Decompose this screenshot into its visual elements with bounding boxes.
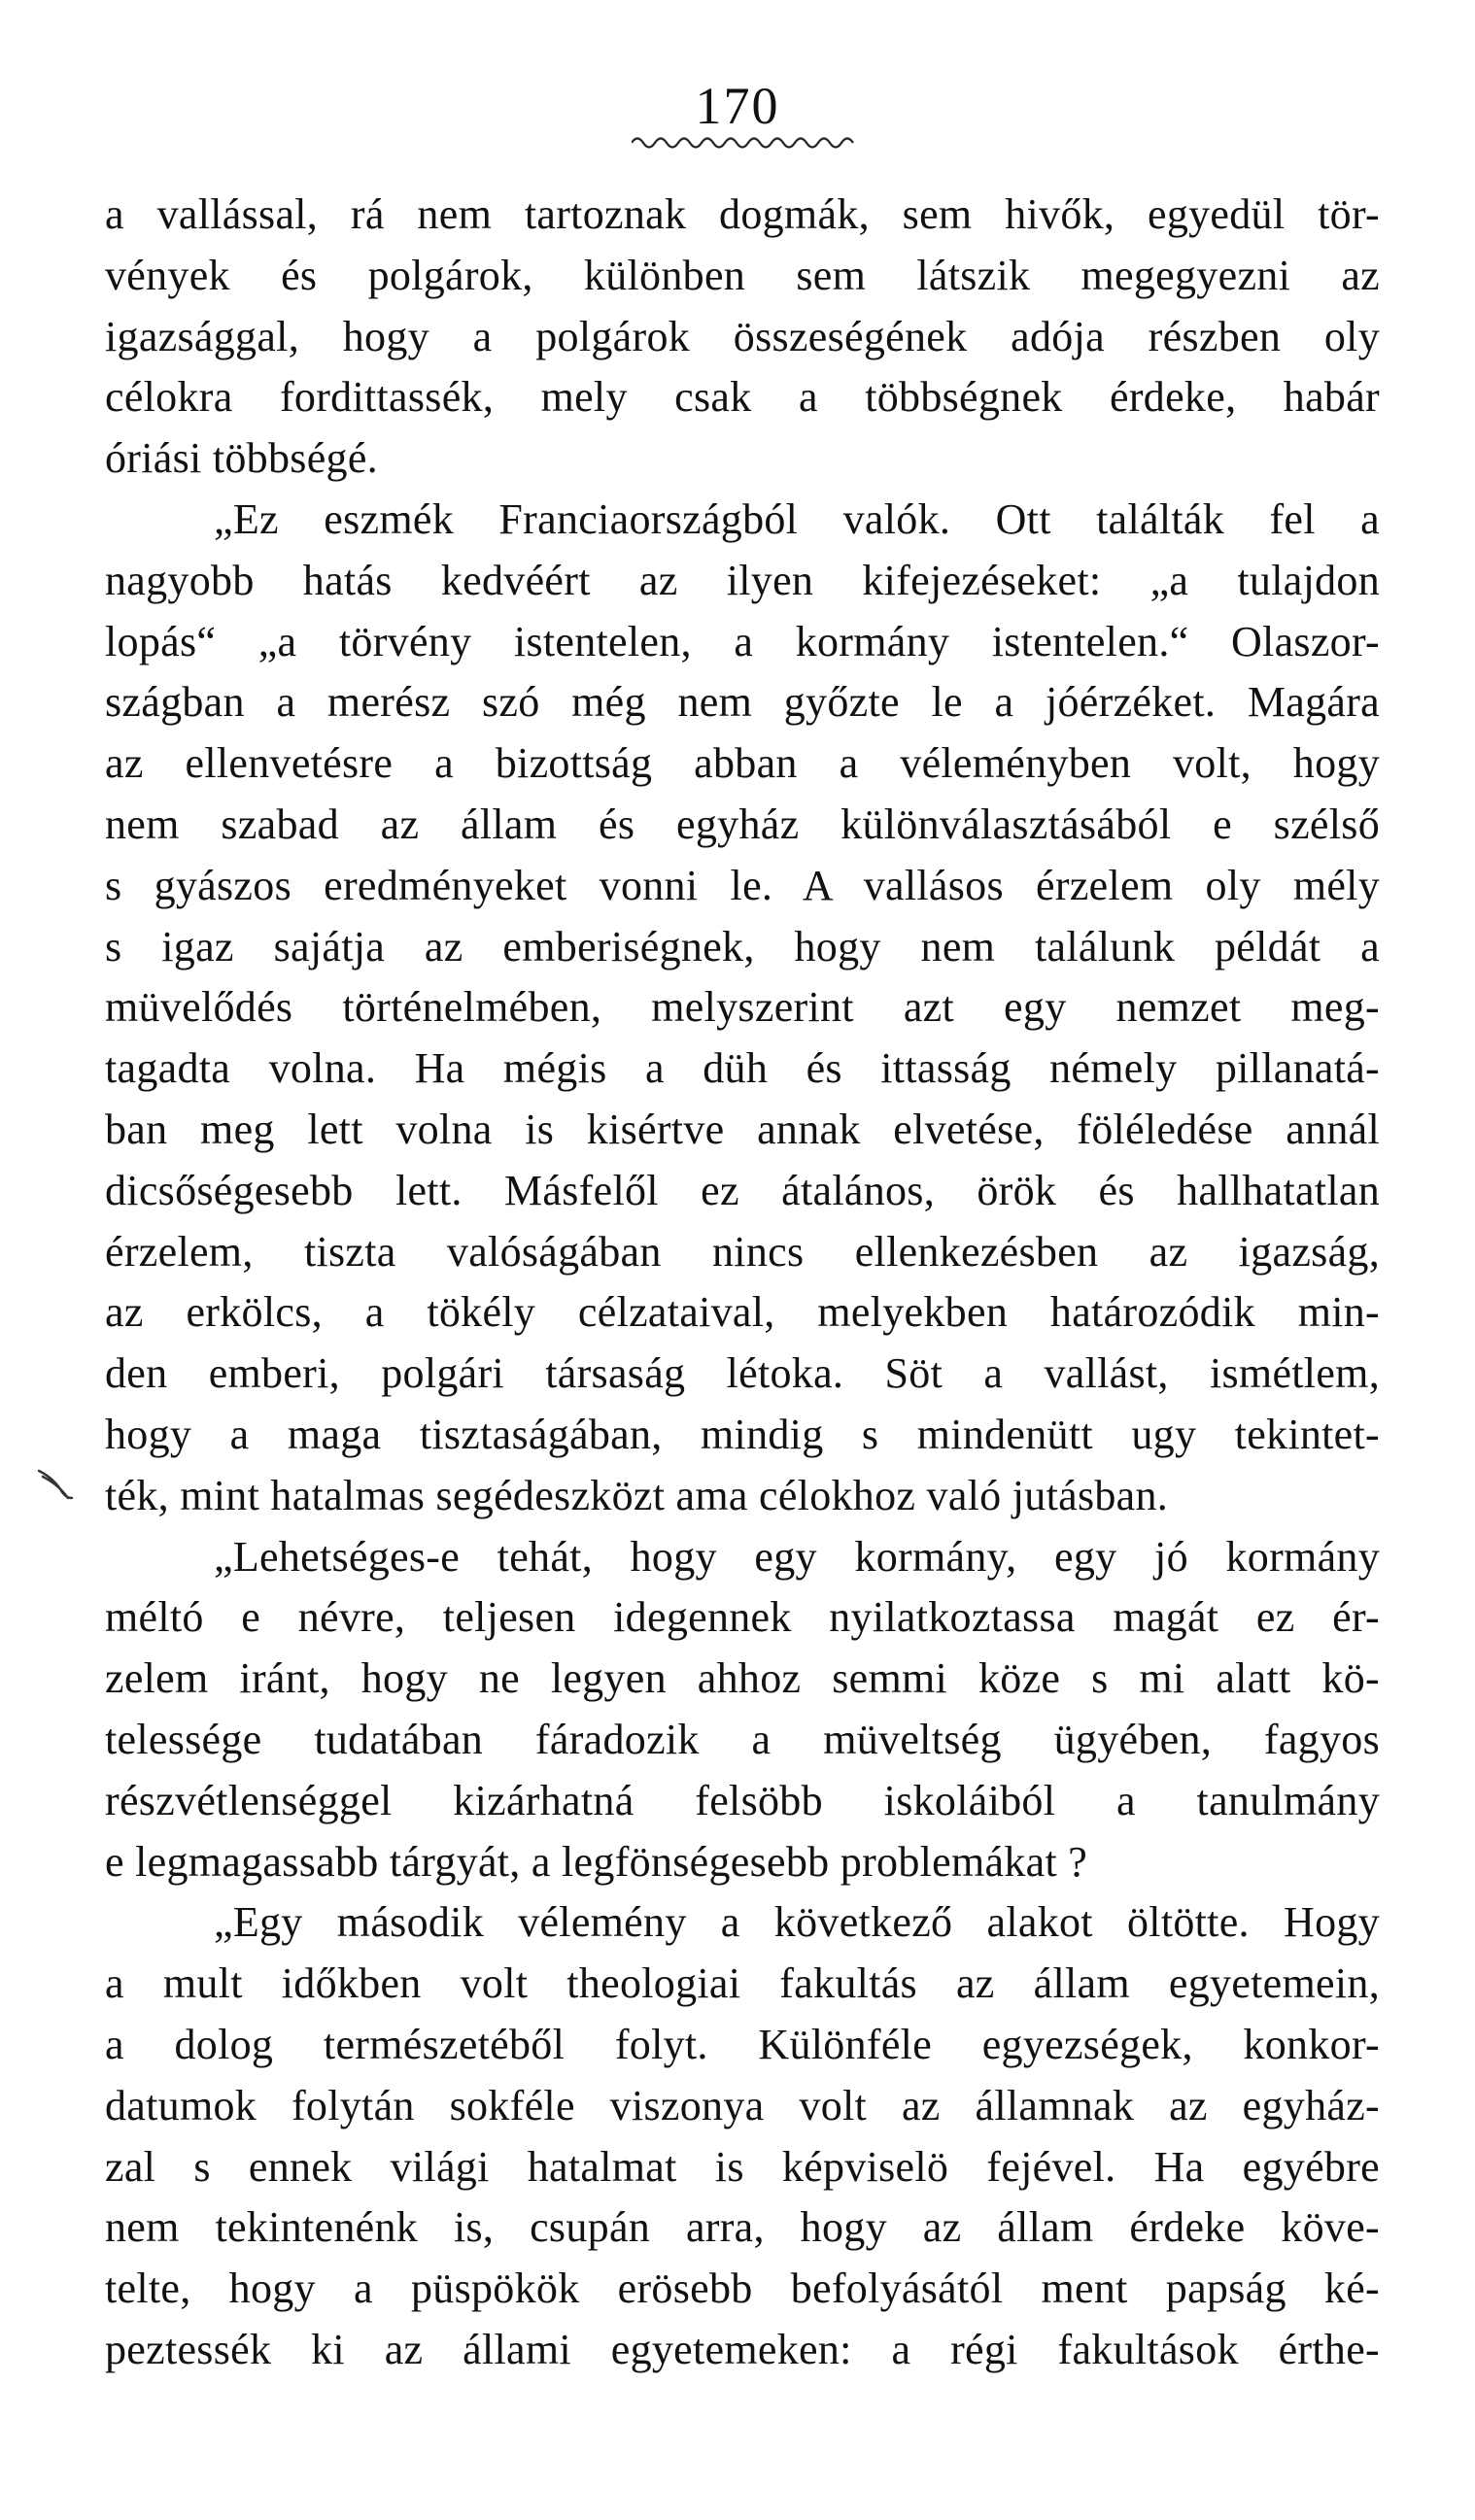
text-line: ték, mint hatalmas segédeszközt ama célokhoz való jutásban.	[105, 1471, 1169, 1519]
body-text	[105, 185, 1380, 2381]
text-line: peztessék ki az állami egyetemeken: a régi fakultások érthe-	[105, 2325, 1380, 2373]
text-line: célokra fordittassék, mely csak a többségnek érdeke, habár	[105, 373, 1380, 422]
text-line: szágban a merész szó még nem győzte le a jóérzéket. Magára	[105, 678, 1380, 727]
margin-mark-icon	[33, 1465, 78, 1504]
text-line: vények és polgárok, különben sem látszik megegyezni az	[105, 251, 1380, 299]
text-line: a dolog természetéből folyt. Különféle egyezségek, konkor-	[105, 2020, 1380, 2068]
text-line: nem tekintenénk is, csupán arra, hogy az állam érdeke köve-	[105, 2203, 1380, 2252]
text-line: „Egy második vélemény a következő alakot öltötte. Hogy	[214, 1898, 1380, 1947]
text-line: nem szabad az állam és egyház különválasztásából e szélső	[105, 800, 1380, 848]
text-line: részvétlenséggel kizárhatná felsöbb iskoláiból a tanulmány	[105, 1776, 1380, 1824]
text-line: „Lehetséges-e tehát, hogy egy kormány, egy jó kormány	[214, 1532, 1380, 1581]
wavy-ornament	[632, 132, 855, 153]
text-line: a vallással, rá nem tartoznak dogmák, sem hivők, egyedül tör-	[105, 190, 1380, 238]
text-line: a mult időkben volt theologiai fakultás az állam egyetemein,	[105, 1959, 1380, 2008]
text-line: dicsőségesebb lett. Másfelől ez átalános, örök és hallhatatlan	[105, 1166, 1380, 1214]
text-line: hogy a maga tisztaságában, mindig s mindenütt ugy tekintet-	[105, 1410, 1380, 1458]
text-line: müvelődés történelmében, melyszerint azt egy nemzet meg-	[105, 983, 1380, 1032]
text-line: az erkölcs, a tökély célzataival, melyekben határozódik min-	[105, 1288, 1380, 1337]
text-line: telte, hogy a püspökök erösebb befolyásától ment papság ké-	[105, 2265, 1380, 2313]
text-line: az ellenvetésre a bizottság abban a véleményben volt, hogy	[105, 739, 1380, 788]
page-number: 170	[695, 77, 780, 135]
text-line: datumok folytán sokféle viszonya volt az államnak az egyház-	[105, 2081, 1380, 2129]
text-line: lopás“ „a törvény istentelen, a kormány istentelen.“ Olaszor-	[105, 617, 1380, 665]
text-line: „Ez eszmék Franciaországból valók. Ott találták fel a	[214, 494, 1380, 543]
text-line: zelem iránt, hogy ne legyen ahhoz semmi köze s mi alatt kö-	[105, 1654, 1380, 1703]
text-line: den emberi, polgári társaság létoka. Söt a vallást, ismétlem,	[105, 1349, 1380, 1398]
text-line: e legmagassabb tárgyát, a legfönségesebb problemákat ?	[105, 1837, 1088, 1886]
text-line: s gyászos eredményeket vonni le. A vallásos érzelem oly mély	[105, 861, 1380, 909]
text-line: igazsággal, hogy a polgárok összeségének adója részben oly	[105, 312, 1380, 360]
text-line: érzelem, tiszta valóságában nincs ellenkezésben az igazság,	[105, 1227, 1380, 1276]
text-line: nagyobb hatás kedvéért az ilyen kifejezéseket: „a tulajdon	[105, 556, 1380, 604]
text-line: tagadta volna. Ha mégis a düh és ittasság némely pillanatá-	[105, 1044, 1380, 1093]
text-line: méltó e névre, teljesen idegennek nyilatkoztassa magát ez ér-	[105, 1593, 1380, 1642]
text-line: telessége tudatában fáradozik a müveltség ügyében, fagyos	[105, 1715, 1380, 1763]
text-line: ban meg lett volna is kisértve annak elvetése, föléledése annál	[105, 1105, 1380, 1153]
text-line: s igaz sajátja az emberiségnek, hogy nem találunk példát a	[105, 922, 1380, 971]
text-line: óriási többségé.	[105, 434, 378, 483]
text-line: zal s ennek világi hatalmat is képviselö fejével. Ha egyébre	[105, 2142, 1380, 2191]
